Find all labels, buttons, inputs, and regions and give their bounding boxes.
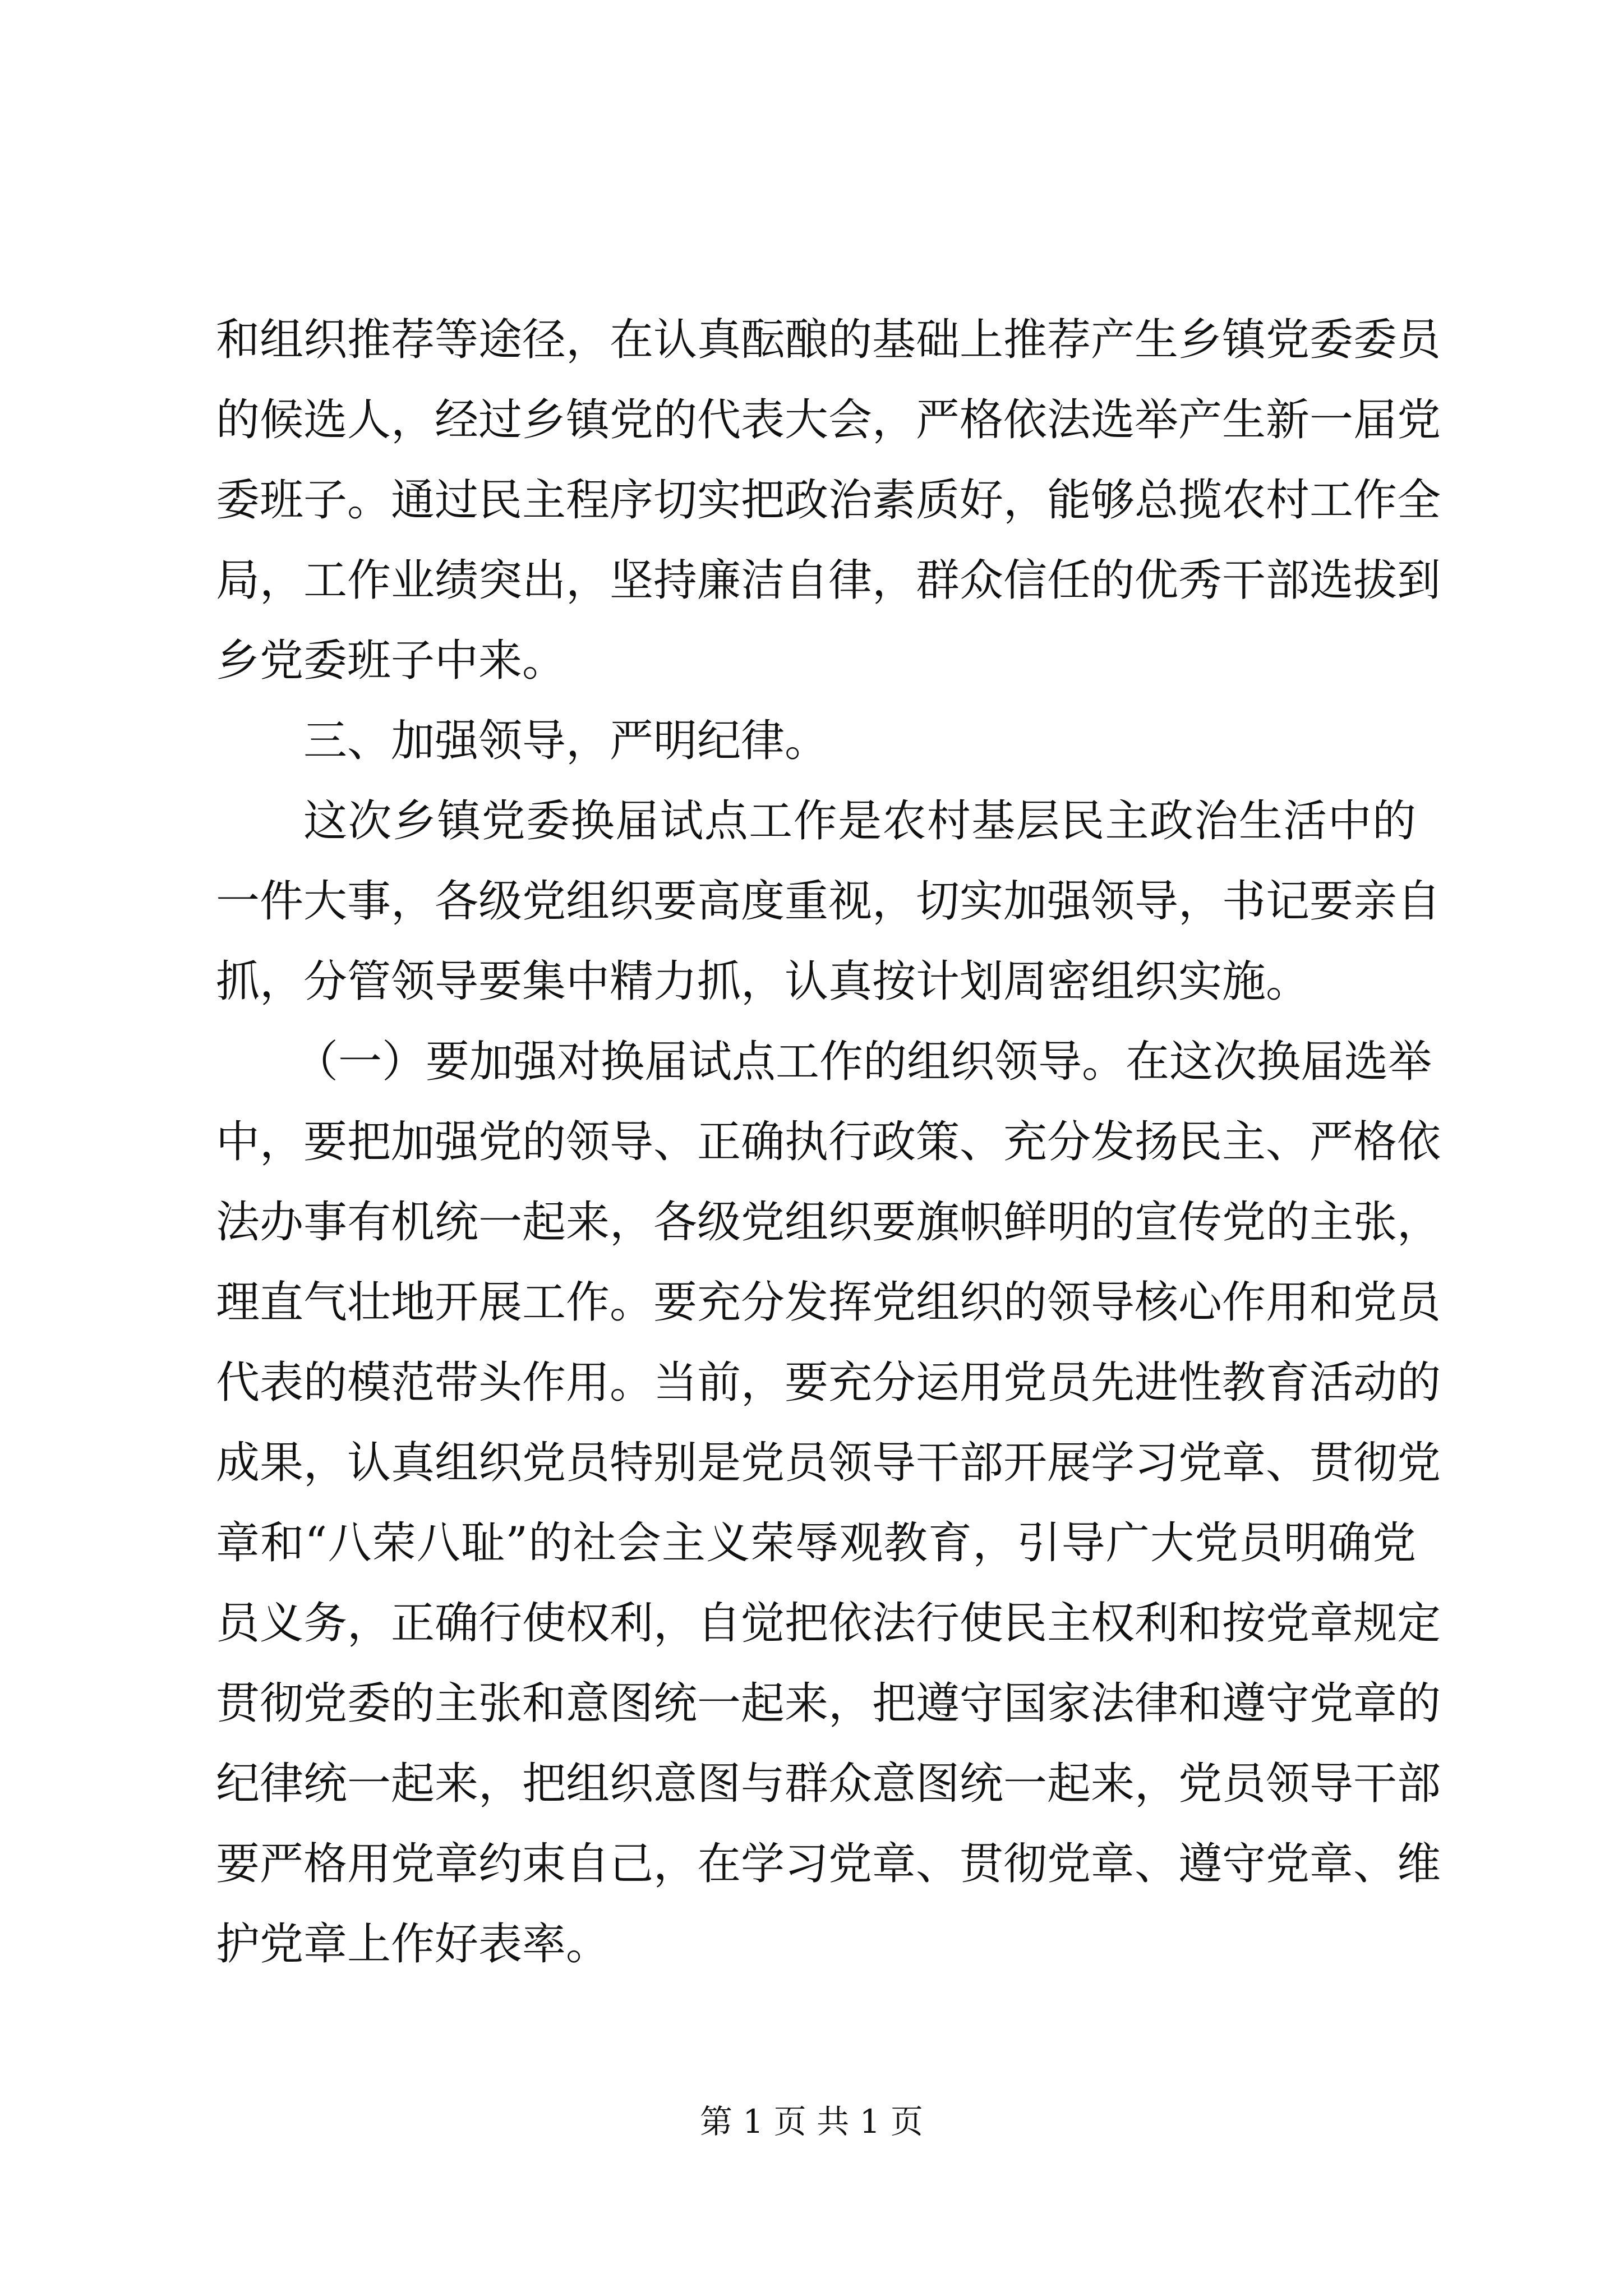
paragraph-line: 委班子。通过民主程序切实把政治素质好，能够总揽农村工作全 xyxy=(216,475,1441,526)
paragraph-line: 法办事有机统一起来，各级党组织要旗帜鲜明的宣传党的主张， xyxy=(216,1197,1441,1248)
paragraph-line: 和组织推荐等途径，在认真酝酿的基础上推荐产生乡镇党委委员 xyxy=(216,315,1441,365)
paragraph-line: 抓，分管领导要集中精力抓，认真按计划周密组织实施。 xyxy=(216,956,1310,1007)
document-body xyxy=(216,300,1441,1985)
paragraph-line: 一件大事，各级党组织要高度重视，切实加强领导，书记要亲自 xyxy=(216,876,1441,927)
paragraph-line: 护党章上作好表率。 xyxy=(216,1919,610,1970)
page-number-footer: 第 1 页 共 1 页 xyxy=(700,2102,923,2141)
paragraph-line: 要严格用党章约束自己，在学习党章、贯彻党章、遵守党章、维 xyxy=(216,1839,1441,1889)
paragraph-line: 乡党委班子中来。 xyxy=(216,636,566,686)
paragraph-line: 中，要把加强党的领导、正确执行政策、充分发扬民主、严格依 xyxy=(216,1117,1441,1167)
subsection-line: （一）要加强对换届试点工作的组织领导。在这次换届选举 xyxy=(294,1037,1432,1087)
section-heading: 三、加强领导，严明纪律。 xyxy=(303,716,829,766)
paragraph-line: 理直气壮地开展工作。要充分发挥党组织的领导核心作用和党员 xyxy=(216,1277,1441,1328)
paragraph-line: 的候选人，经过乡镇党的代表大会，严格依法选举产生新一届党 xyxy=(216,395,1441,445)
paragraph-line: 代表的模范带头作用。当前，要充分运用党员先进性教育活动的 xyxy=(216,1358,1441,1408)
paragraph-line: 局，工作业绩突出，坚持廉洁自律，群众信任的优秀干部选拔到 xyxy=(216,555,1441,606)
paragraph-line: 这次乡镇党委换届试点工作是农村基层民主政治生活中的 xyxy=(303,796,1416,846)
paragraph-line: 员义务，正确行使权利，自觉把依法行使民主权利和按党章规定 xyxy=(216,1598,1441,1649)
paragraph-line: 成果，认真组织党员特别是党员领导干部开展学习党章、贯彻党 xyxy=(216,1438,1441,1488)
paragraph-line: 贯彻党委的主张和意图统一起来，把遵守国家法律和遵守党章的 xyxy=(216,1678,1441,1729)
paragraph-line: 章和“八荣八耻”的社会主义荣辱观教育，引导广大党员明确党 xyxy=(216,1518,1416,1568)
paragraph-line: 纪律统一起来，把组织意图与群众意图统一起来，党员领导干部 xyxy=(216,1759,1441,1809)
